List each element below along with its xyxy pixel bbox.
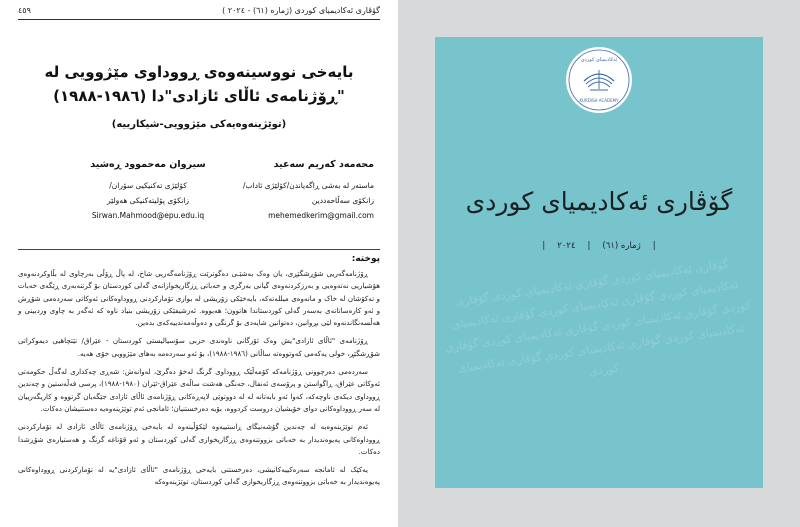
logo-bottom-text: KURDISH ACADEMY	[579, 98, 619, 103]
author-1-affiliation-1: ماستەر لە بەشی ڕاگەیاندن/کۆلێژی ئاداب/	[242, 181, 374, 190]
running-header-title: گۆڤاری ئەکادیمیای کوردی (ژمارە (٦١) - ٢٠٢٤ )	[222, 6, 380, 15]
abstract-paragraph: ئەم توێژینەوەیە لە چەندین گۆشەنیگای ڕاستییەوە لێکۆڵینەوە لە بایەخی ڕۆژنامەی ئاڵای ئازادی لە تۆمارکردنی ڕووداوەکانی پەیوەندیدار بە خەباتی بزووتنەوەی ڕزگاریخوازی گەلی کوردستان و ئەو قۆناغە گرنگ و هەستیارەی شۆڕشدا دەکات.	[18, 422, 380, 456]
kurdish-academy-logo	[564, 45, 634, 115]
abstract-paragraph: ڕۆژنامەی "ئاڵای ئازادی"یش وەک ئۆرگانی ناوەندی حزبی سۆسیالیستی کوردستان - عێراق/ تێتچاهیی دیموکراتی شۆڕشگێڕ، خولی یەکەمی کەوتووەتە ساڵانی (١٩٨٦-١٩٨٨)، بۆ ئەو سەردەمە بەهای مێژوویی خۆی هەیە.	[18, 336, 380, 358]
author-1-affiliation-2: زانکۆی سەڵاحەددین	[311, 196, 374, 205]
cover-title: گۆڤاری ئەکادیمیای کوردی	[465, 187, 733, 216]
author-1-email[interactable]: mehemedkerim@gmail.com	[268, 211, 374, 220]
author-2-affiliation-2: زانکۆی پۆلیتەکنیکی هەولێر	[106, 196, 190, 205]
abstract-paragraph: سەردەمی دەرچوونی ڕۆژنامەکە کۆمەڵێک ڕووداوی گرنگ لەخۆ دەگرێ، لەوانەش: شەڕی چەکداری لەگەڵ حکومەتی ئەوکاتی عێراق، ڕاگواستن و پرۆسەی ئەنفال، جەنگی هەشت ساڵەی عێراق-ئێران (١٩٨٠-١٩٨٨)، پرسی فەڵەستین و چەندین ڕووداوی دیکەی ناوچەکە، کەوا ئەو بابەتانە لە لە دووتوێی لاپەڕەکانی ڕۆژنامەی ئاڵای ئازادی جێگەیان گرتووە و کاریگەرییان لە سەر ڕووداوەکانی دوای خۆیشیان دروست کردووە، بۆیە دەرخستنیان؛ ئامانجی ئەم توێژینەوەیە دەستنیشان دەکات.	[18, 367, 380, 413]
author-2-email[interactable]: Sirwan.Mahmood@epu.edu.iq	[91, 211, 205, 220]
cover-issue-year: ٢٠٢٤	[557, 241, 576, 251]
author-2-name: سیروان مەحموود ڕەشید	[90, 159, 206, 170]
article-title	[30, 60, 368, 108]
title-line-2: "ڕۆژنامەی ئاڵای ئازادی"دا (١٩٨٦-١٩٨٨)	[53, 87, 345, 105]
authors-block	[18, 157, 380, 237]
running-header	[18, 6, 380, 15]
cover-issue-line: |ژمارە (٦١)|٢٠٢٤|	[542, 241, 656, 251]
abstract-heading: پوختە:	[351, 254, 380, 264]
cover-watermark-text: گۆڤاری ئەکادیمیای کوردی گۆڤاری ئەکادیمیای کوردی گۆڤاری ئەکادیمیای کوردی گۆڤاری ئەکادیمیای کوردی گۆڤاری ئەکادیمیای کوردی گۆڤاری ئەکادیمیای کوردی گۆڤاری ئەکادیمیای کوردی گۆڤاری ئەکادیمیای کوردی گۆڤاری ئەکادیمیای کوردی گۆڤاری ئەکادیمیای کوردی	[444, 257, 752, 379]
author-2-affiliation-1: کۆلێژی تەکنیکیی سۆران/	[109, 181, 187, 190]
title-line-1: بایەخی نووسینەوەی ڕووداوی مێژوویی لە	[44, 63, 354, 81]
article-subtitle: (توێژینەوەیەکی مێژوویی-شیکارییە)	[111, 119, 287, 130]
author-1-name: محەمەد کەریم سەعید	[273, 159, 374, 170]
cover-page	[398, 0, 800, 527]
author-2	[58, 157, 238, 223]
abstract-paragraph: یەکێک لە ئامانجە سەرەکییەکانیشی، دەرخستنی بایەخی ڕۆژنامەی "ئاڵای ئازادی"یە لە تۆمارکردنی ڕووداوەکانی پەیوەندیدار بە خەباتی بزووتنەوەی ڕزگاریخوازی گەلی کوردستان، توێژینەوەکە	[18, 465, 380, 487]
logo-top-text: ئەکادیمیای کوردی	[580, 57, 618, 63]
abstract-divider	[18, 249, 380, 250]
journal-cover	[435, 37, 763, 488]
page-number: ٤٥٩	[18, 6, 31, 15]
cover-issue-number: ژمارە (٦١)	[602, 241, 641, 251]
header-divider	[18, 19, 380, 20]
abstract-body	[18, 268, 380, 495]
abstract-paragraph: ڕۆژنامەگەریی شۆڕشگێڕی، یان وەک بەشێـی دەگوترێت ڕۆژنامەگەریی شاخ، لە پاڵ ڕۆڵی بەرچاوی لە بڵاوکردنەوەی هۆشیاریی نەتەوەیی و بەرزکردنەوەی گیانی بەرگری و خەباتی ڕزگاریخوازانەی گەلی کوردستان بۆ گرتنەبەری ڕێگەی خەبات و تەکۆشان لە خاک و مانەوەی میللەتەکە، بایەخێکی زۆریشی لە بواری تۆمارکردنی ڕووداوەکانی ئەوکاتی سەردەمی شۆڕش و ئەو کارەساتانەی بەسەر گەلی کوردستاندا هاتوون؛ هەبووە. ئەرشیفێکی زۆریشی بنیاد ناوە کە ئەگەر بە چاوی وردبینی و هەڵسەنگاندنەوە لێی بڕوانین، دەتوانین شایەدی بۆ گرنگی و دەوڵەمەندییەکەی بدەین.	[18, 269, 380, 328]
article-page	[0, 0, 398, 527]
